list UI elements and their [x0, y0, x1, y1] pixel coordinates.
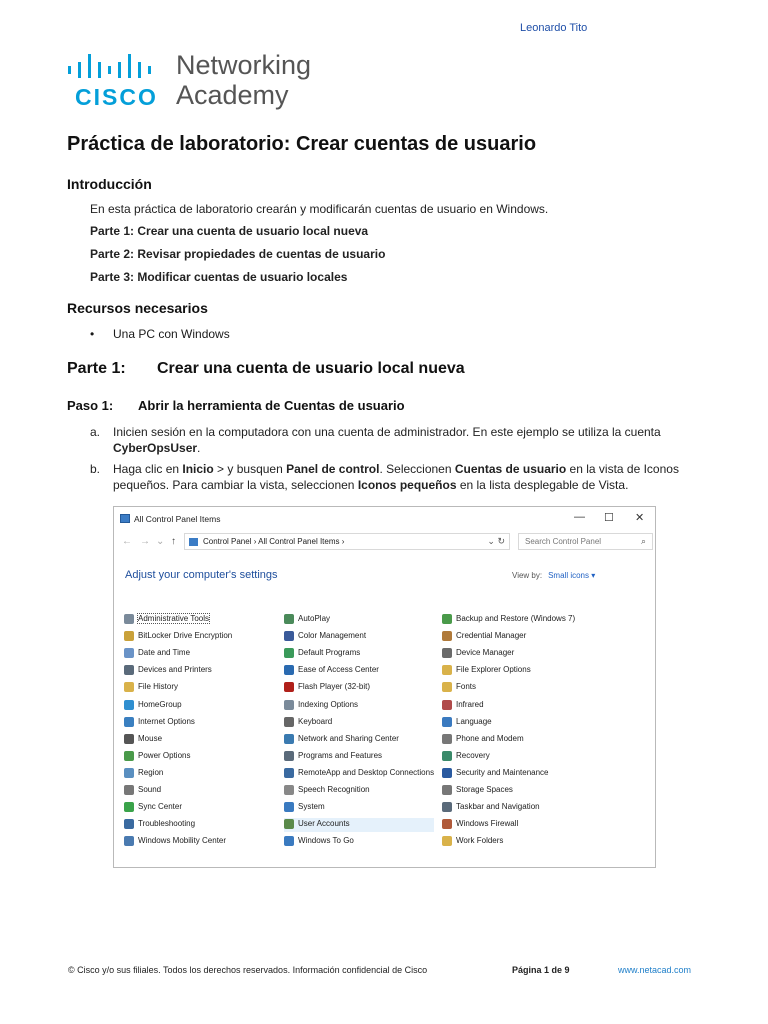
- phone-and-modem-icon: [442, 734, 452, 744]
- sound-icon: [124, 785, 134, 795]
- cp-item-sync-center[interactable]: [124, 801, 274, 815]
- homegroup-icon: [124, 700, 134, 710]
- cp-item-fonts[interactable]: [442, 681, 592, 695]
- cp-item-file-history[interactable]: [124, 681, 274, 695]
- security-and-maintenance-icon: [442, 768, 452, 778]
- windows-to-go-icon: [284, 836, 294, 846]
- cp-item-label: Color Management: [298, 631, 367, 641]
- view-by-label: View by:: [512, 571, 543, 580]
- logo-academy: Academy: [176, 80, 289, 110]
- search-placeholder: Search Control Panel: [525, 537, 602, 546]
- color-management-icon: [284, 631, 294, 641]
- power-options-icon: [124, 751, 134, 761]
- programs-and-features-icon: [284, 751, 294, 761]
- cp-item-label: Keyboard: [298, 716, 333, 726]
- cp-item-sound[interactable]: [124, 784, 274, 798]
- cp-item-label: Windows Firewall: [456, 819, 519, 829]
- bullet-dot: •: [90, 327, 95, 341]
- cp-item-label: File Explorer Options: [456, 665, 531, 675]
- minimize-icon[interactable]: —: [574, 511, 585, 523]
- devices-and-printers-icon: [124, 665, 134, 675]
- part-1-title: Crear una cuenta de usuario local nueva: [157, 360, 465, 377]
- part-1-heading: [67, 360, 465, 378]
- cp-item-label: Device Manager: [456, 648, 515, 658]
- cp-item-label: Ease of Access Center: [298, 665, 379, 675]
- cp-item-label: Windows To Go: [298, 836, 354, 846]
- footer-url[interactable]: www.netacad.com: [618, 965, 692, 975]
- window-title: All Control Panel Items: [134, 514, 221, 524]
- sync-center-icon: [124, 802, 134, 812]
- cp-item-autoplay[interactable]: [284, 613, 434, 627]
- cp-item-label: Mouse: [138, 733, 163, 743]
- cp-item-security-and-maintenance[interactable]: [442, 767, 592, 781]
- view-by-control[interactable]: [512, 571, 595, 580]
- cp-item-homegroup[interactable]: [124, 699, 274, 713]
- control-panel-path-icon: [189, 538, 198, 546]
- user-accounts-icon: [284, 819, 294, 829]
- cp-item-backup-and-restore-windows-7[interactable]: [442, 613, 592, 627]
- intro-part-2: Parte 2: Revisar propiedades de cuentas de usuario: [90, 247, 386, 261]
- logo-networking: Networking: [176, 50, 312, 80]
- cp-item-language[interactable]: [442, 716, 592, 730]
- cp-item-label: Sound: [138, 785, 162, 794]
- step-a-text: Inicien sesión en la computadora con una cuenta de administrador. En este ejemplo se utiliza la cuenta CyberOpsUser.: [113, 425, 661, 455]
- backup-and-restore-windows-7-icon: [442, 614, 452, 624]
- cp-item-keyboard[interactable]: [284, 716, 434, 730]
- back-arrow-icon[interactable]: ←: [122, 536, 132, 547]
- cp-item-credential-manager[interactable]: [442, 630, 592, 644]
- cp-item-label: Windows Mobility Center: [138, 836, 227, 846]
- cp-item-user-accounts[interactable]: [284, 818, 434, 832]
- cp-item-infrared[interactable]: [442, 699, 592, 713]
- cisco-bars-icon: [68, 54, 168, 78]
- cp-item-phone-and-modem[interactable]: [442, 733, 592, 747]
- cp-item-device-manager[interactable]: [442, 647, 592, 661]
- cisco-networking-academy-logo: [66, 50, 326, 110]
- cp-item-indexing-options[interactable]: [284, 699, 434, 713]
- search-input[interactable]: [518, 533, 653, 550]
- cp-item-label: Internet Options: [138, 716, 195, 726]
- ease-of-access-center-icon: [284, 665, 294, 675]
- cp-item-bitlocker-drive-encryption[interactable]: [124, 630, 274, 644]
- intro-part-1: Parte 1: Crear una cuenta de usuario local nueva: [90, 224, 369, 238]
- date-and-time-icon: [124, 648, 134, 658]
- cp-item-administrative-tools[interactable]: [124, 613, 274, 627]
- cp-item-label: Troubleshooting: [138, 819, 196, 829]
- remoteapp-and-desktop-connections-icon: [284, 768, 294, 778]
- forward-arrow-icon[interactable]: →: [140, 536, 150, 547]
- cp-item-label: Security and Maintenance: [456, 767, 549, 777]
- cp-item-label: Fonts: [456, 682, 477, 692]
- refresh-icon[interactable]: ⌄ ↻: [487, 536, 505, 546]
- control-panel-icon: [120, 514, 130, 523]
- mouse-icon: [124, 734, 134, 744]
- cp-item-label: User Accounts: [298, 819, 350, 829]
- cp-item-speech-recognition[interactable]: [284, 784, 434, 798]
- cp-item-label: BitLocker Drive Encryption: [138, 631, 233, 641]
- cp-item-label: Administrative Tools: [138, 614, 209, 623]
- cp-item-label: System: [298, 802, 325, 812]
- cp-item-network-and-sharing-center[interactable]: [284, 733, 434, 747]
- adjust-settings-heading: Adjust your computer's settings: [125, 569, 278, 581]
- file-history-icon: [124, 682, 134, 692]
- resources-heading: Recursos necesarios: [67, 300, 208, 316]
- keyboard-icon: [284, 717, 294, 727]
- intro-heading: Introducción: [67, 176, 152, 192]
- step-1-title: Abrir la herramienta de Cuentas de usuario: [138, 398, 405, 413]
- region-icon: [124, 768, 134, 778]
- window-titlebar: [114, 507, 655, 531]
- cp-item-label: HomeGroup: [138, 699, 182, 709]
- cp-item-windows-to-go[interactable]: [284, 835, 434, 849]
- cp-item-ease-of-access-center[interactable]: [284, 664, 434, 678]
- cp-item-label: File History: [138, 682, 179, 692]
- view-by-dropdown[interactable]: Small icons ▾: [548, 571, 596, 580]
- cp-item-label: Phone and Modem: [456, 733, 524, 743]
- cp-item-label: Indexing Options: [298, 699, 359, 709]
- cp-item-label: Sync Center: [138, 802, 183, 812]
- address-bar[interactable]: [184, 533, 510, 550]
- cp-item-label: Backup and Restore (Windows 7): [456, 614, 576, 623]
- page-title: Práctica de laboratorio: Crear cuentas de usuario: [67, 133, 537, 155]
- cp-item-recovery[interactable]: [442, 750, 592, 764]
- cp-item-color-management[interactable]: [284, 630, 434, 644]
- cp-item-windows-firewall[interactable]: [442, 818, 592, 832]
- cp-item-file-explorer-options[interactable]: [442, 664, 592, 678]
- cp-item-storage-spaces[interactable]: [442, 784, 592, 798]
- infrared-icon: [442, 700, 452, 710]
- autoplay-icon: [284, 614, 294, 624]
- cp-item-label: Devices and Printers: [138, 665, 212, 675]
- cp-item-troubleshooting[interactable]: [124, 818, 274, 832]
- cp-item-power-options[interactable]: [124, 750, 274, 764]
- cp-item-label: Network and Sharing Center: [298, 733, 399, 743]
- cp-item-label: Language: [456, 716, 492, 726]
- taskbar-and-navigation-icon: [442, 802, 452, 812]
- footer-copyright: © Cisco y/o sus filiales. Todos los derechos reservados. Información confidencial de Cisco: [68, 965, 428, 975]
- device-manager-icon: [442, 648, 452, 658]
- step-a-letter: a.: [90, 425, 101, 439]
- address-bar-row: [118, 533, 653, 551]
- recent-dropdown-icon[interactable]: ⌄: [156, 536, 165, 547]
- cp-item-label: Programs and Features: [298, 750, 383, 760]
- cp-item-label: Taskbar and Navigation: [456, 802, 540, 812]
- cp-item-label: Power Options: [138, 750, 191, 760]
- close-icon[interactable]: ✕: [635, 512, 645, 524]
- cp-item-label: AutoPlay: [298, 614, 331, 623]
- flash-player-32-bit-icon: [284, 682, 294, 692]
- network-and-sharing-center-icon: [284, 734, 294, 744]
- work-folders-icon: [442, 836, 452, 846]
- up-arrow-icon[interactable]: ↑: [171, 536, 176, 547]
- cp-item-work-folders[interactable]: [442, 835, 592, 849]
- system-icon: [284, 802, 294, 812]
- windows-mobility-center-icon: [124, 836, 134, 846]
- credential-manager-icon: [442, 631, 452, 641]
- windows-firewall-icon: [442, 819, 452, 829]
- cisco-wordmark: CISCO: [75, 84, 158, 110]
- part-1-number: Parte 1:: [67, 360, 126, 377]
- cp-item-label: RemoteApp and Desktop Connections: [298, 767, 435, 777]
- language-icon: [442, 717, 452, 727]
- footer-page-number: Página 1 de 9: [512, 965, 570, 975]
- cp-item-taskbar-and-navigation[interactable]: [442, 801, 592, 815]
- search-icon[interactable]: ⌕: [640, 536, 646, 546]
- cp-item-system[interactable]: [284, 801, 434, 815]
- breadcrumb[interactable]: Control Panel › All Control Panel Items ›: [203, 537, 345, 546]
- step-b-text: Haga clic en Inicio > y busquen Panel de control. Seleccionen Cuentas de usuario en la vista de Iconos pequeños. Para cambiar la vista, seleccionen Iconos pequeños en la lista desplegable de Vista.: [113, 462, 679, 492]
- cp-item-label: Flash Player (32-bit): [298, 682, 371, 692]
- cp-item-label: Infrared: [456, 699, 484, 709]
- cp-item-label: Storage Spaces: [456, 785, 513, 794]
- recovery-icon: [442, 751, 452, 761]
- cp-item-default-programs[interactable]: [284, 647, 434, 661]
- cp-item-date-and-time[interactable]: [124, 647, 274, 661]
- cp-item-internet-options[interactable]: [124, 716, 274, 730]
- cp-item-label: Date and Time: [138, 648, 191, 658]
- intro-text: En esta práctica de laboratorio crearán y modificarán cuentas de usuario en Windows.: [90, 202, 549, 216]
- step-b-letter: b.: [90, 462, 101, 476]
- author-name: Leonardo Tito: [520, 22, 588, 34]
- cp-item-label: Recovery: [456, 750, 490, 760]
- maximize-icon[interactable]: ☐: [604, 512, 614, 524]
- control-panel-screenshot: [113, 506, 656, 868]
- cp-item-windows-mobility-center[interactable]: [124, 835, 274, 849]
- step-1-number: Paso 1:: [67, 398, 114, 413]
- cp-item-label: Region: [138, 767, 164, 777]
- administrative-tools-icon: [124, 614, 134, 624]
- cp-item-remoteapp-and-desktop-connections[interactable]: [284, 767, 434, 781]
- cp-item-label: Work Folders: [456, 836, 504, 846]
- file-explorer-options-icon: [442, 665, 452, 675]
- fonts-icon: [442, 682, 452, 692]
- intro-part-3: Parte 3: Modificar cuentas de usuario locales: [90, 270, 348, 284]
- cp-item-label: Credential Manager: [456, 631, 527, 641]
- cp-item-label: Default Programs: [298, 648, 361, 658]
- step-1-heading: [67, 398, 405, 413]
- cp-item-region[interactable]: [124, 767, 274, 781]
- speech-recognition-icon: [284, 785, 294, 795]
- storage-spaces-icon: [442, 785, 452, 795]
- troubleshooting-icon: [124, 819, 134, 829]
- cp-item-label: Speech Recognition: [298, 785, 370, 794]
- cp-item-flash-player-32-bit[interactable]: [284, 681, 434, 695]
- default-programs-icon: [284, 648, 294, 658]
- cp-item-programs-and-features[interactable]: [284, 750, 434, 764]
- bitlocker-drive-encryption-icon: [124, 631, 134, 641]
- resource-item-label: Una PC con Windows: [113, 327, 230, 341]
- cp-item-mouse[interactable]: [124, 733, 274, 747]
- indexing-options-icon: [284, 700, 294, 710]
- cp-item-devices-and-printers[interactable]: [124, 664, 274, 678]
- internet-options-icon: [124, 717, 134, 727]
